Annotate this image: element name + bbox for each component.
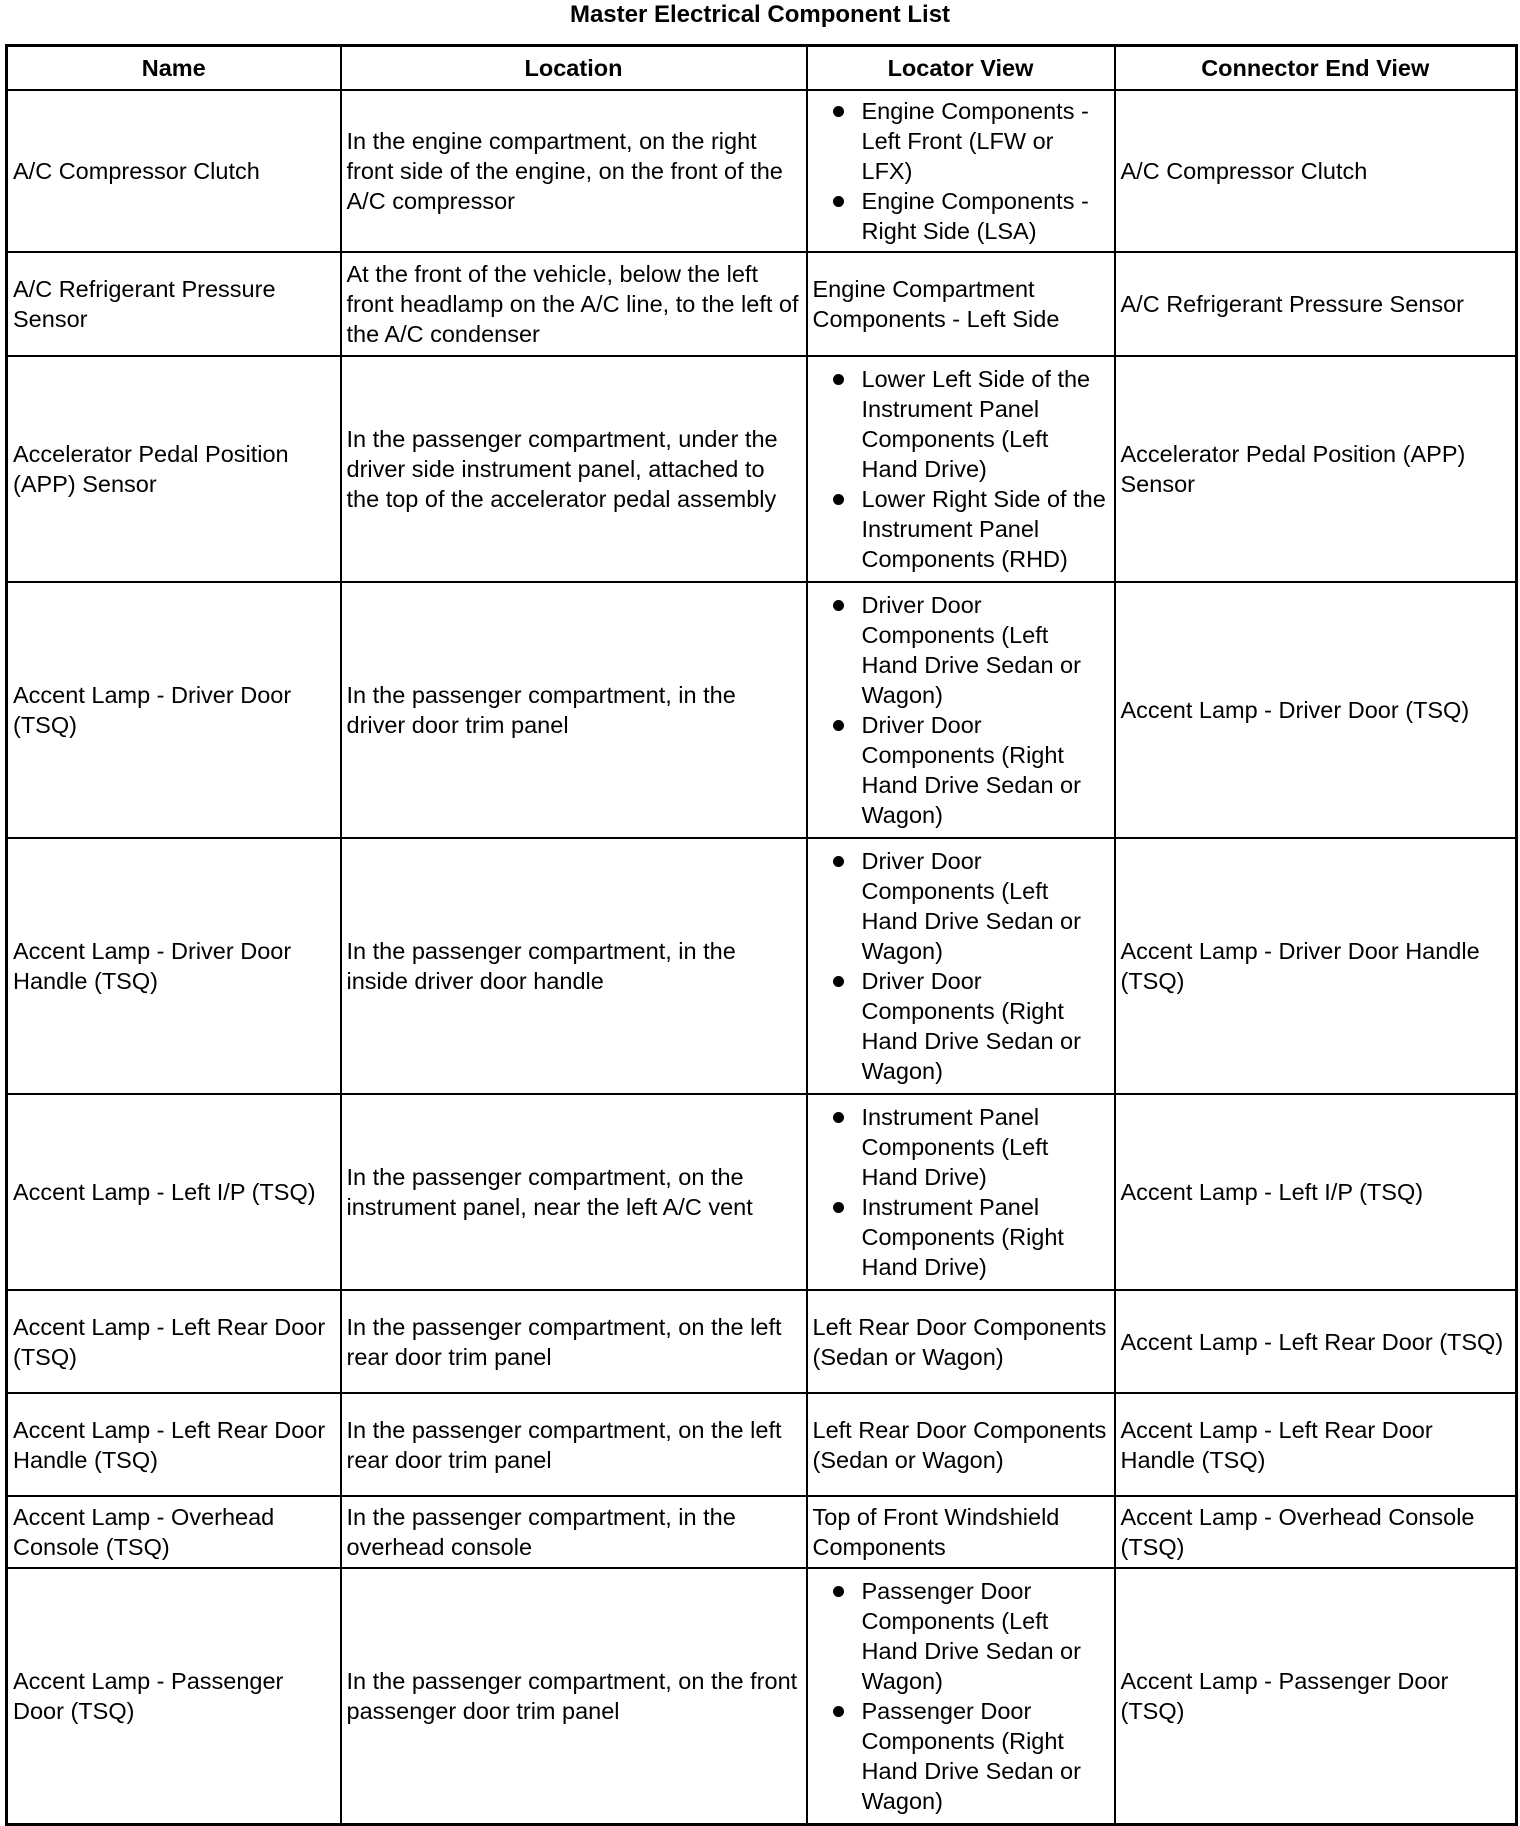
bullet-icon: [833, 976, 844, 987]
cell-name: A/C Compressor Clutch: [7, 90, 341, 252]
locator-view-text: Lower Right Side of the Instrument Panel Components (RHD): [861, 486, 1106, 572]
cell-locator-view: [807, 838, 1115, 1094]
table-row: [7, 1496, 1517, 1568]
table-row: [7, 90, 1517, 252]
cell-location: In the passenger compartment, under the driver side instrument panel, attached to the top of the accelerator pedal assembly: [341, 356, 807, 582]
cell-connector-end-view: Accent Lamp - Driver Door Handle (TSQ): [1115, 838, 1517, 1094]
table-row: [7, 1290, 1517, 1393]
cell-locator-view: [807, 1568, 1115, 1824]
cell-connector-end-view: Accent Lamp - Left I/P (TSQ): [1115, 1094, 1517, 1290]
bullet-icon: [833, 720, 844, 731]
cell-location: In the passenger compartment, on the front passenger door trim panel: [341, 1568, 807, 1824]
locator-view-text: Driver Door Components (Left Hand Drive Sedan or Wagon): [861, 848, 1081, 964]
locator-view-text: Driver Door Components (Right Hand Drive Sedan or Wagon): [861, 712, 1081, 828]
cell-locator-view: [807, 90, 1115, 252]
locator-view-item: [813, 364, 1109, 484]
cell-name: Accelerator Pedal Position (APP) Sensor: [7, 356, 341, 582]
master-component-table: [5, 44, 1518, 1826]
locator-view-item: [813, 710, 1109, 830]
bullet-icon: [833, 1586, 844, 1597]
cell-connector-end-view: Accent Lamp - Overhead Console (TSQ): [1115, 1496, 1517, 1568]
locator-view-item: [813, 96, 1109, 186]
header-row: [7, 46, 1517, 91]
cell-location: In the passenger compartment, in the driver door trim panel: [341, 582, 807, 838]
cell-name: A/C Refrigerant Pressure Sensor: [7, 252, 341, 356]
locator-view-text: Instrument Panel Components (Left Hand Drive): [861, 1104, 1049, 1190]
locator-view-list: [813, 590, 1109, 830]
cell-location: In the passenger compartment, on the instrument panel, near the left A/C vent: [341, 1094, 807, 1290]
locator-view-item: [813, 1696, 1109, 1816]
cell-connector-end-view: A/C Refrigerant Pressure Sensor: [1115, 252, 1517, 356]
table-row: [7, 356, 1517, 582]
cell-locator-view: [807, 1393, 1115, 1496]
table-row: [7, 582, 1517, 838]
cell-locator-view: [807, 1094, 1115, 1290]
header-name: Name: [7, 46, 341, 91]
table-row: [7, 838, 1517, 1094]
cell-connector-end-view: Accent Lamp - Passenger Door (TSQ): [1115, 1568, 1517, 1824]
cell-location: In the passenger compartment, on the left rear door trim panel: [341, 1290, 807, 1393]
bullet-icon: [833, 600, 844, 611]
locator-view-list: [813, 364, 1109, 574]
cell-locator-view: [807, 582, 1115, 838]
locator-view-text: Driver Door Components (Left Hand Drive Sedan or Wagon): [861, 592, 1081, 708]
locator-view-list: [813, 1576, 1109, 1816]
locator-view-text: Instrument Panel Components (Right Hand Drive): [861, 1194, 1064, 1280]
locator-view-item: [813, 484, 1109, 574]
cell-connector-end-view: Accelerator Pedal Position (APP) Sensor: [1115, 356, 1517, 582]
bullet-icon: [833, 856, 844, 867]
table-row: [7, 1568, 1517, 1824]
cell-name: Accent Lamp - Passenger Door (TSQ): [7, 1568, 341, 1824]
header-locator-view: Locator View: [807, 46, 1115, 91]
bullet-icon: [833, 374, 844, 385]
locator-view-text: Engine Components - Right Side (LSA): [861, 188, 1089, 244]
locator-view-text: Passenger Door Components (Left Hand Drive Sedan or Wagon): [861, 1577, 1081, 1694]
locator-view-text: Left Rear Door Components (Sedan or Wagon): [812, 1416, 1107, 1473]
cell-name: Accent Lamp - Left Rear Door Handle (TSQ): [7, 1393, 341, 1496]
cell-location: In the passenger compartment, in the overhead console: [341, 1496, 807, 1568]
cell-location: In the passenger compartment, on the left rear door trim panel: [341, 1393, 807, 1496]
table-body: [7, 90, 1517, 1824]
cell-name: Accent Lamp - Driver Door (TSQ): [7, 582, 341, 838]
bullet-icon: [833, 1202, 844, 1213]
locator-view-item: [813, 590, 1109, 710]
cell-location: At the front of the vehicle, below the left front headlamp on the A/C line, to the left of the A/C condenser: [341, 252, 807, 356]
table-row: [7, 252, 1517, 356]
cell-locator-view: [807, 356, 1115, 582]
cell-location: In the engine compartment, on the right front side of the engine, on the front of the A/C compressor: [341, 90, 807, 252]
cell-connector-end-view: Accent Lamp - Left Rear Door Handle (TSQ): [1115, 1393, 1517, 1496]
locator-view-item: [813, 846, 1109, 966]
cell-name: Accent Lamp - Left Rear Door (TSQ): [7, 1290, 341, 1393]
table-row: [7, 1393, 1517, 1496]
cell-connector-end-view: Accent Lamp - Left Rear Door (TSQ): [1115, 1290, 1517, 1393]
table-row: [7, 1094, 1517, 1290]
locator-view-text: Passenger Door Components (Right Hand Drive Sedan or Wagon): [861, 1697, 1081, 1814]
cell-name: Accent Lamp - Overhead Console (TSQ): [7, 1496, 341, 1568]
locator-view-item: [813, 1576, 1109, 1696]
cell-location: In the passenger compartment, in the inside driver door handle: [341, 838, 807, 1094]
locator-view-item: [813, 1192, 1109, 1282]
cell-connector-end-view: Accent Lamp - Driver Door (TSQ): [1115, 582, 1517, 838]
cell-locator-view: [807, 1496, 1115, 1568]
locator-view-item: [813, 186, 1109, 246]
locator-view-item: [813, 966, 1109, 1086]
locator-view-list: [813, 1102, 1109, 1282]
document-title: Master Electrical Component List: [569, 1, 951, 28]
cell-locator-view: [807, 252, 1115, 356]
locator-view-list: [813, 846, 1109, 1086]
locator-view-text: Left Rear Door Components (Sedan or Wagon): [812, 1313, 1107, 1370]
header-connector-end-view: Connector End View: [1115, 46, 1517, 91]
cell-name: Accent Lamp - Left I/P (TSQ): [7, 1094, 341, 1290]
locator-view-item: [813, 1102, 1109, 1192]
cell-name: Accent Lamp - Driver Door Handle (TSQ): [7, 838, 341, 1094]
cell-locator-view: [807, 1290, 1115, 1393]
bullet-icon: [833, 1706, 844, 1717]
locator-view-list: [813, 96, 1109, 246]
locator-view-text: Driver Door Components (Right Hand Drive Sedan or Wagon): [861, 968, 1081, 1084]
locator-view-text: Top of Front Windshield Components: [812, 1504, 1060, 1560]
locator-view-text: Lower Left Side of the Instrument Panel Components (Left Hand Drive): [861, 366, 1091, 482]
header-location: Location: [341, 46, 807, 91]
locator-view-text: Engine Compartment Components - Left Side: [812, 276, 1060, 332]
cell-connector-end-view: A/C Compressor Clutch: [1115, 90, 1517, 252]
bullet-icon: [833, 1112, 844, 1123]
bullet-icon: [833, 106, 844, 117]
locator-view-text: Engine Components - Left Front (LFW or LFX): [861, 98, 1089, 184]
bullet-icon: [833, 494, 844, 505]
bullet-icon: [833, 196, 844, 207]
